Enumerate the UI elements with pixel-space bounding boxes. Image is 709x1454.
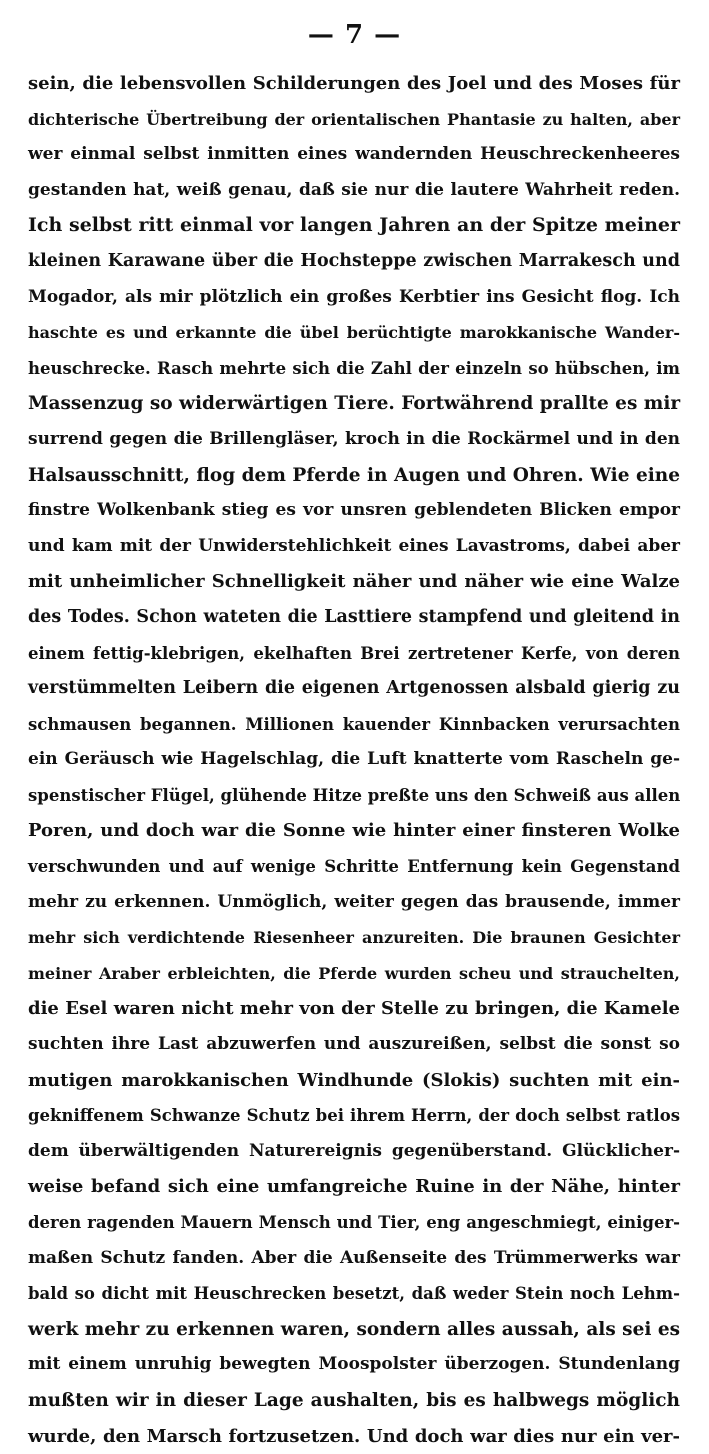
text-line: meiner Araber erbleichten, die Pferde wurden scheu und strauchelten,: [28, 963, 680, 983]
text-line: gestanden hat, weiß genau, daß sie nur die lautere Wahrheit reden.: [28, 179, 680, 200]
text-line: und kam mit der Unwiderstehlichkeit eines Lavastroms, dabei aber: [28, 535, 680, 556]
text-line: spenstischer Flügel, glühende Hitze preßte uns den Schweiß aus allen: [28, 785, 681, 805]
text-line: mit unheimlicher Schnelligkeit näher und näher wie eine Walze: [28, 571, 680, 593]
text-line: Halsausschnitt, flog dem Pferde in Augen und Ohren. Wie eine: [28, 464, 680, 486]
text-line: mit einem unruhig bewegten Moospolster überzogen. Stundenlang: [28, 1354, 680, 1375]
text-line: dem überwältigenden Naturereignis gegenüberstand. Glücklicher-: [28, 1140, 680, 1161]
text-line: sein, die lebensvollen Schilderungen des Joel und des Moses für: [28, 73, 680, 94]
text-line: mußten wir in dieser Lage aushalten, bis es halbwegs möglich: [28, 1389, 680, 1411]
page-number: 7: [344, 20, 365, 50]
text-line: haschte es und erkannte die übel berüchtigte marokkanische Wander-: [28, 323, 680, 343]
text-line: finstre Wolkenbank stieg es vor unsren geblendeten Blicken empor: [28, 500, 680, 521]
text-line: Poren, und doch war die Sonne wie hinter einer finsteren Wolke: [28, 820, 680, 842]
page-number-dash-left: —: [307, 20, 335, 50]
text-line: gekniffenem Schwanze Schutz bei ihrem Herrn, der doch selbst ratlos: [28, 1106, 680, 1126]
text-line: deren ragenden Mauern Mensch und Tier, eng angeschmiegt, einiger-: [28, 1213, 680, 1232]
text-line: wurde, den Marsch fortzusetzen. Und doch war dies nur ein ver-: [28, 1425, 680, 1447]
text-line: Ich selbst ritt einmal vor langen Jahren an der Spitze meiner: [28, 214, 680, 237]
text-line: des Todes. Schon wateten die Lasttiere stampfend und gleitend in: [28, 606, 680, 627]
text-line: wer einmal selbst inmitten eines wandernden Heuschreckenheeres: [28, 144, 680, 165]
text-line: schmausen begannen. Millionen kauender Kinnbacken verursachten: [28, 714, 680, 734]
text-line: einem fettig-klebrigen, ekelhaften Brei zertretener Kerfe, von deren: [28, 643, 680, 663]
body-text: [28, 66, 680, 1454]
text-line: bald so dicht mit Heuschrecken besetzt, daß weder Stein noch Lehm-: [28, 1284, 680, 1304]
text-line: weise befand sich eine umfangreiche Ruine in der Nähe, hinter: [28, 1176, 680, 1198]
text-line: Massenzug so widerwärtigen Tiere. Fortwährend prallte es mir: [28, 393, 681, 415]
text-line: heuschrecke. Rasch mehrte sich die Zahl der einzeln so hübschen, im: [28, 358, 680, 378]
text-line: mehr zu erkennen. Unmöglich, weiter gegen das brausende, immer: [28, 891, 680, 912]
text-line: mehr sich verdichtende Riesenheer anzureiten. Die braunen Gesichter: [28, 928, 680, 948]
text-line: werk mehr zu erkennen waren, sondern alles aussah, als sei es: [28, 1318, 681, 1340]
text-line: suchten ihre Last abzuwerfen und auszureißen, selbst die sonst so: [28, 1034, 680, 1055]
text-line: maßen Schutz fanden. Aber die Außenseite des Trümmerwerks war: [28, 1247, 680, 1268]
text-line: dichterische Übertreibung der orientalischen Phantasie zu halten, aber: [28, 109, 680, 129]
text-line: die Esel waren nicht mehr von der Stelle zu bringen, die Kamele: [28, 998, 680, 1020]
text-line: mutigen marokkanischen Windhunde (Slokis) suchten mit ein-: [28, 1069, 680, 1091]
text-line: surrend gegen die Brillengläser, kroch in die Rockärmel und in den: [28, 428, 680, 449]
text-line: Mogador, als mir plötzlich ein großes Kerbtier ins Gesicht flog. Ich: [28, 286, 680, 307]
text-line: ein Geräusch wie Hagelschlag, die Luft knatterte vom Rascheln ge-: [28, 749, 680, 770]
text-line: kleinen Karawane über die Hochsteppe zwischen Marrakesch und: [28, 250, 680, 271]
page-number-dash-right: —: [374, 20, 402, 50]
page-header: [0, 20, 709, 50]
text-line: verschwunden und auf wenige Schritte Entfernung kein Gegenstand: [28, 857, 680, 877]
text-line: verstümmelten Leibern die eigenen Artgenossen alsbald gierig zu: [28, 678, 680, 699]
